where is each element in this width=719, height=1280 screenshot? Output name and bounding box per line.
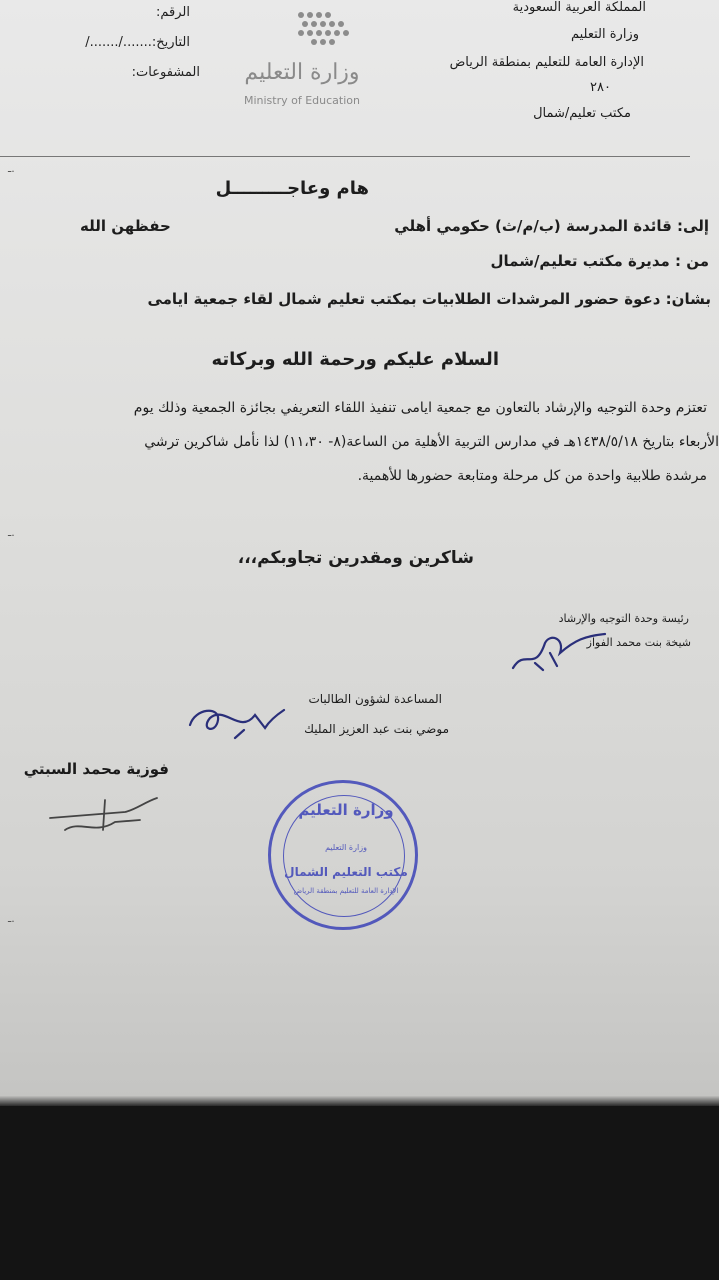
body-line-3: مرشدة طلابية واحدة من كل مرحلة ومتابعة حضورها للأهمية. [357, 468, 707, 484]
punch-mark: ـ. [8, 162, 15, 175]
letter-greeting-right: حفظهن الله [80, 217, 171, 235]
stamp-office-text: مكتب التعليم الشمال [284, 865, 408, 879]
logo-english-text: Ministry of Education [243, 94, 360, 107]
meta-attachments: المشفوعات: [131, 65, 200, 80]
third-signature [45, 790, 165, 840]
closing: شاكرين ومقدرين تجاوبكم،،، [237, 548, 474, 568]
stamp-top-text: وزارة التعليم [298, 801, 394, 819]
header-kingdom: المملكة العربية السعودية [512, 0, 646, 15]
header-divider [0, 156, 690, 157]
paper-shadow-edge [0, 1096, 719, 1106]
stamp-bottom-text: الإدارة العامة للتعليم بمنطقة الرياض [293, 887, 399, 895]
header-admin: الإدارة العامة للتعليم بمنطقة الرياض [449, 55, 644, 70]
body-line-2: الأربعاء بتاريخ ١٤٣٨/٥/١٨هـ في مدارس التربية الأهلية من الساعة(٨- ١١،٣٠) لذا نأمل شاكرين ترشي [144, 434, 719, 450]
salutation: السلام عليكم ورحمة الله وبركاته [211, 349, 499, 370]
letter-from: من : مديرة مكتب تعليم/شمال [490, 252, 709, 270]
header-office: مكتب تعليم/شمال [533, 106, 631, 121]
letter-subject: بشان: دعوة حضور المرشدات الطلابيات بمكتب تعليم شمال لقاء جمعية ايامى [147, 290, 711, 308]
logo-arabic-text: وزارة التعليم [244, 60, 360, 85]
assistant-title: المساعدة لشؤون الطالبات [308, 692, 442, 706]
header-ministry: وزارة التعليم [570, 27, 639, 42]
body-line-1: تعتزم وحدة التوجيه والإرشاد بالتعاون مع جمعية ايامى تنفيذ اللقاء التعريفي بجائزة الجمعية وذلك يوم [133, 400, 707, 416]
ministry-logo-icon [298, 12, 358, 50]
unit-head-name: شيخة بنت محمد الفواز [586, 636, 691, 649]
assistant-signature [180, 700, 290, 750]
header-code: ٢٨٠ [590, 80, 611, 95]
punch-mark: ـ. [8, 526, 15, 539]
meta-date: التاريخ:......./......./ [85, 35, 190, 50]
urgent-title: هام وعاجـــــــــل [215, 178, 369, 199]
punch-mark: ـ. [8, 912, 15, 925]
letter-to: إلى: قائدة المدرسة (ب/م/ث) حكومي أهلي [394, 217, 709, 235]
official-stamp [268, 780, 418, 930]
assistant-name: موضي بنت عبد العزيز المليك [304, 722, 449, 736]
unit-head-title: رئيسة وحدة التوجيه والإرشاد [558, 612, 689, 625]
meta-number: الرقم: [156, 5, 190, 20]
stamp-mid-text: وزارة التعليم [325, 843, 367, 852]
third-signer-name: فوزية محمد السبتي [23, 760, 169, 778]
unit-head-signature [505, 618, 615, 678]
